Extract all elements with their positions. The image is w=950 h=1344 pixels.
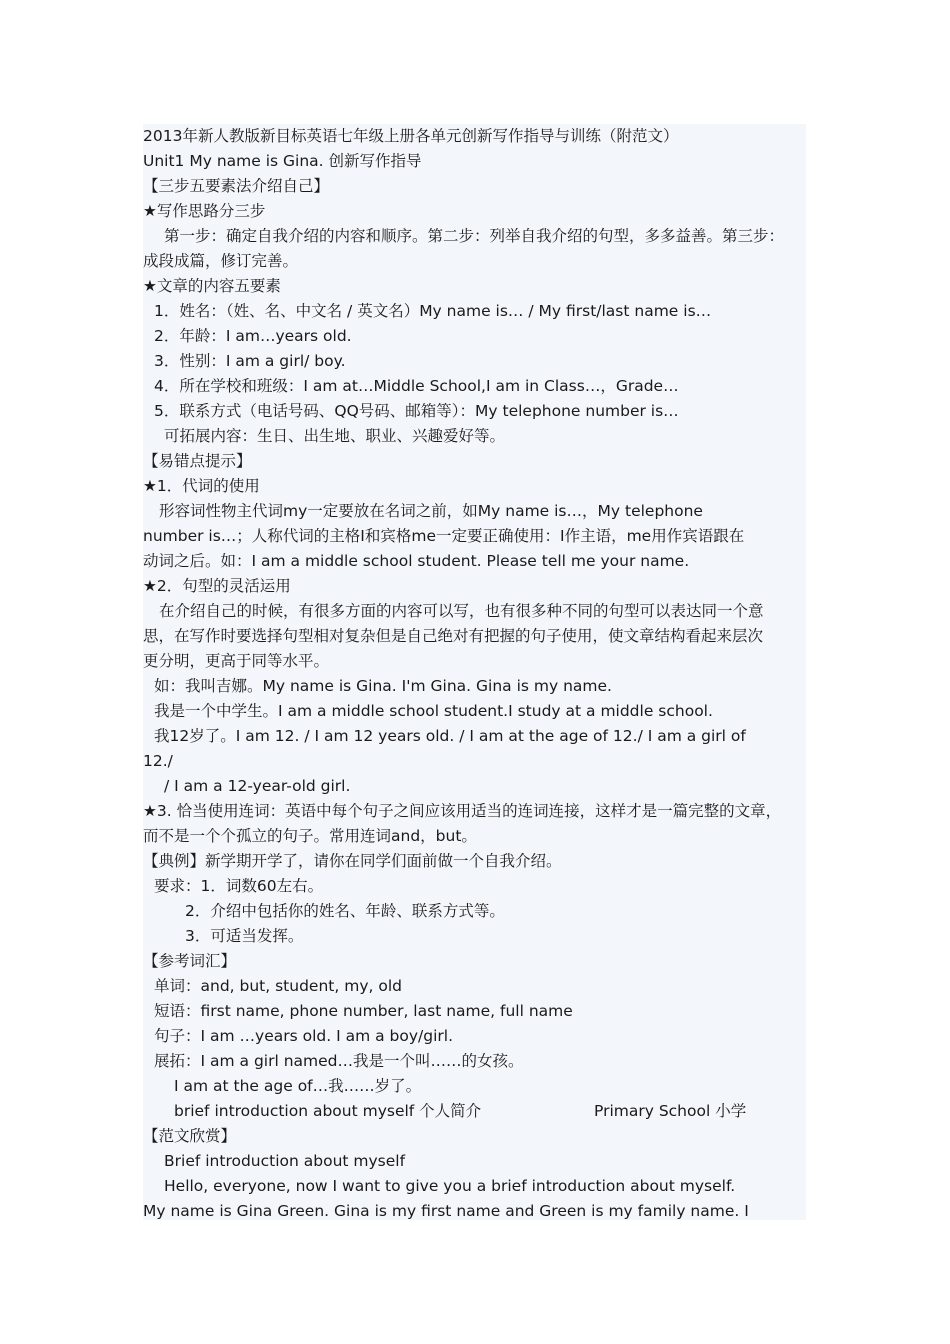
list-item: 1．姓名：（姓、名、中文名 / 英文名）My name is… / My first/last name is…: [154, 302, 712, 320]
section-heading: 【易错点提示】: [143, 452, 252, 470]
example-line: / I am a 12-year-old girl.: [164, 777, 351, 795]
requirement-line: 2．介绍中包括你的姓名、年龄、联系方式等。: [185, 902, 505, 920]
section-heading: 【三步五要素法介绍自己】: [143, 177, 330, 195]
subheading: ★文章的内容五要素: [143, 277, 281, 295]
paragraph-line: 形容词性物主代词my一定要放在名词之前，如My name is…，My telephone: [159, 502, 703, 520]
list-item: 3．性别：I am a girl/ boy.: [154, 352, 346, 370]
subheading: ★3. 恰当使用连词：英语中每个句子之间应该用适当的连词连接，这样才是一篇完整的文章，: [143, 802, 782, 820]
list-item: 4．所在学校和班级：I am at…Middle School,I am in Class…，Grade…: [154, 377, 679, 395]
vocab-line: I am at the age of…我……岁了。: [174, 1077, 422, 1095]
document-title: 2013年新人教版新目标英语七年级上册各单元创新写作指导与训练（附范文）: [143, 127, 679, 145]
vocab-line: Primary School 小学: [594, 1102, 747, 1120]
list-item: 5．联系方式（电话号码、QQ号码、邮箱等）：My telephone number is…: [154, 402, 679, 420]
paragraph-line: number is…；人称代词的主格I和宾格me一定要正确使用：I作主语，me用作宾语跟在: [143, 527, 745, 545]
paragraph-line: 第一步：确定自我介绍的内容和顺序。第二步：列举自我介绍的句型，多多益善。第三步：: [164, 227, 785, 245]
paragraph-line: 动词之后。如：I am a middle school student. Please tell me your name.: [143, 552, 690, 570]
essay-title: Brief introduction about myself: [164, 1152, 406, 1170]
vocab-line: 短语：first name, phone number, last name, full name: [154, 1002, 573, 1020]
requirement-line: 要求：1．词数60左右。: [154, 877, 324, 895]
unit-heading: Unit1 My name is Gina. 创新写作指导: [143, 152, 422, 170]
example-line: 我12岁了。I am 12. / I am 12 years old. / I am at the age of 12./ I am a girl of: [154, 727, 746, 745]
example-line: 我是一个中学生。I am a middle school student.I study at a middle school.: [154, 702, 713, 720]
document-page: [143, 124, 806, 1220]
requirement-line: 3．可适当发挥。: [185, 927, 304, 945]
vocab-line: 单词：and, but, student, my, old: [154, 977, 402, 995]
example-line: 12./: [143, 752, 173, 770]
paragraph-line: 成段成篇，修订完善。: [143, 252, 299, 270]
list-item: 2．年龄：I am…years old.: [154, 327, 352, 345]
paragraph-line: 在介绍自己的时候，有很多方面的内容可以写，也有很多种不同的句型可以表达同一个意: [159, 602, 764, 620]
paragraph-line: 可拓展内容：生日、出生地、职业、兴趣爱好等。: [164, 427, 506, 445]
subheading: ★写作思路分三步: [143, 202, 266, 220]
vocab-line: 展拓：I am a girl named…我是一个叫……的女孩。: [154, 1052, 524, 1070]
section-heading: 【范文欣赏】: [143, 1127, 237, 1145]
subheading: ★1．代词的使用: [143, 477, 260, 495]
essay-line: Hello, everyone, now I want to give you a brief introduction about myself.: [164, 1177, 736, 1195]
subheading: ★2．句型的灵活运用: [143, 577, 291, 595]
vocab-line: brief introduction about myself 个人简介: [174, 1102, 482, 1120]
vocab-line: 句子：I am …years old. I am a boy/girl.: [154, 1027, 454, 1045]
example-line: 如：我叫吉娜。My name is Gina. I'm Gina. Gina is my name.: [154, 677, 612, 695]
paragraph-line: 更分明，更高于同等水平。: [143, 652, 330, 670]
section-heading: 【参考词汇】: [143, 952, 237, 970]
paragraph-line: 思，在写作时要选择句型相对复杂但是自己绝对有把握的句子使用，使文章结构看起来层次: [143, 627, 764, 645]
paragraph-line: 而不是一个个孤立的句子。常用连词and，but。: [143, 827, 477, 845]
section-heading: 【典例】新学期开学了，请你在同学们面前做一个自我介绍。: [143, 852, 562, 870]
essay-line: My name is Gina Green. Gina is my first name and Green is my family name. I: [143, 1202, 749, 1220]
